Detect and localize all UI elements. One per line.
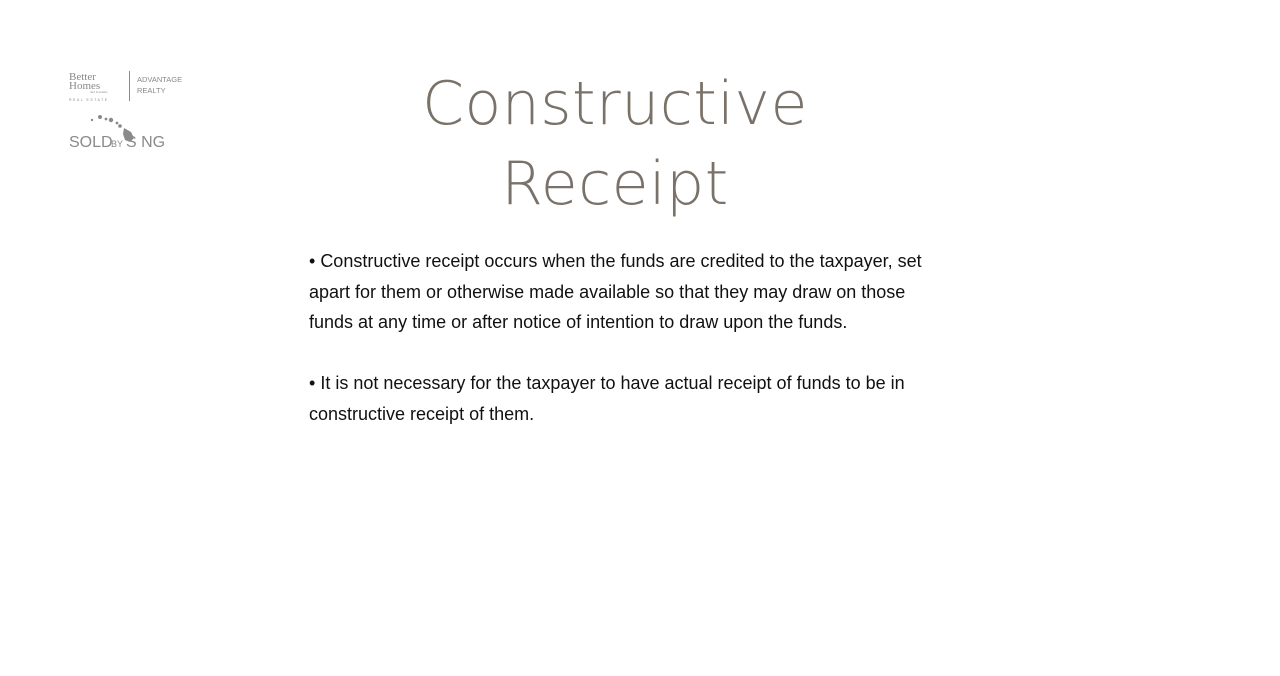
bullet-item-2: • It is not necessary for the taxpayer to have actual receipt of funds to be in constructive receipt of them. — [309, 368, 929, 429]
company-logo — [68, 68, 188, 152]
slide-body — [309, 246, 929, 460]
slide-title: Constructive Receipt — [422, 69, 808, 219]
logo-team-name-mid: BY — [111, 139, 124, 149]
logo-brand-line2: Homes — [69, 80, 101, 92]
logo-partner-line2: REALTY — [137, 86, 166, 95]
logo-team-name-left: SOLD — [69, 134, 113, 151]
logo-brand-line3: and Gardens — [90, 90, 108, 94]
logo-divider — [129, 71, 130, 101]
logo-team-name-right: S NG — [126, 134, 166, 151]
logo-brand-sub: REAL ESTATE — [69, 98, 109, 102]
logo-partner-line1: ADVANTAGE — [137, 75, 183, 84]
logo-brand-line1: Better — [69, 71, 96, 83]
bullet-item-1: • Constructive receipt occurs when the funds are credited to the taxpayer, set apart for them or otherwise made available so that they may draw on those funds at any time or after notice of intention to draw upon the funds. — [309, 246, 929, 338]
company-logo-graphic — [68, 68, 188, 152]
